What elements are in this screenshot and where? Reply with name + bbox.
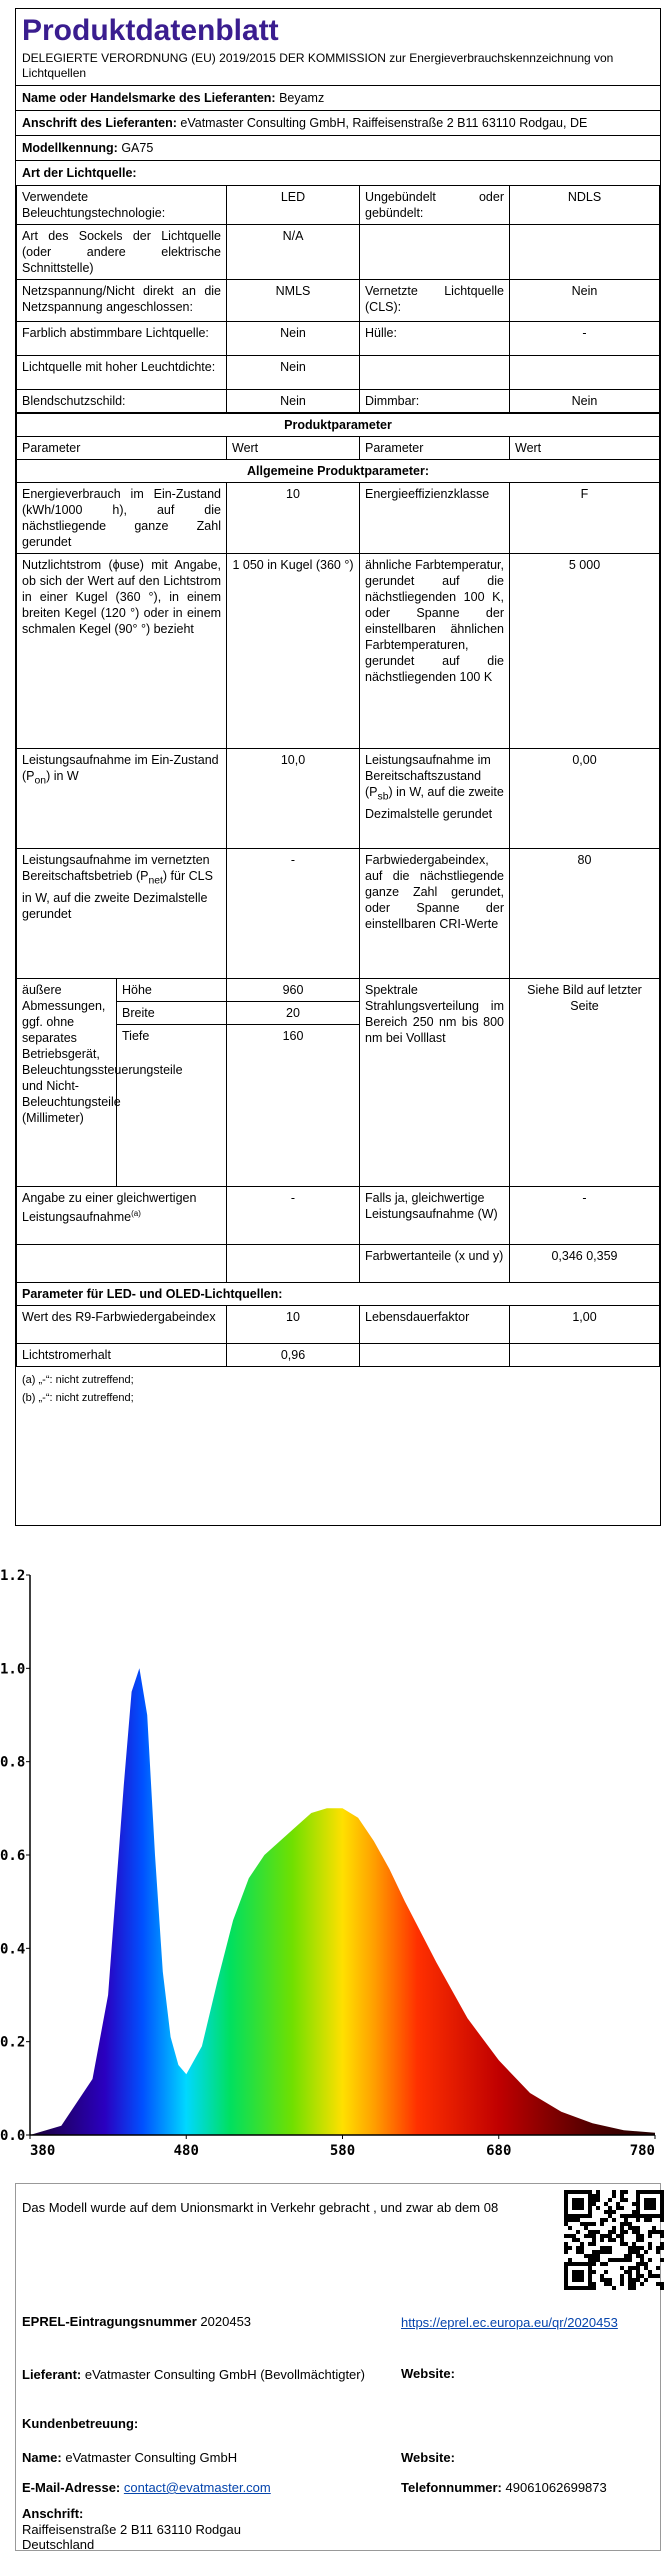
spectrum-chart [0, 1555, 671, 2165]
dim-depth-value: 160 [227, 1025, 360, 1187]
card-address-label: Anschrift: [22, 2506, 84, 2521]
type-cell: LED [227, 186, 360, 225]
maint-empty-2 [510, 1344, 660, 1367]
email-row [22, 2480, 271, 2495]
type-cell: - [510, 322, 660, 356]
type-cell: Netzspannung/Nicht direkt an die Netzspannung angeschlossen: [17, 280, 227, 322]
y-tick-label: 1.0 [0, 1661, 26, 1678]
supplier-address-label: Anschrift des Lieferanten: [22, 116, 177, 130]
supplier-address-value: eVatmaster Consulting GmbH, Raiffeisenstraße 2 B11 63110 Rodgau, DE [180, 116, 588, 130]
type-cell [510, 225, 660, 280]
supplier-name-row [16, 85, 660, 110]
life-value: 1,00 [510, 1306, 660, 1344]
maint-label: Lichtstromerhalt [17, 1344, 227, 1367]
energy-value: 10 [227, 483, 360, 554]
chroma-empty-2 [227, 1245, 360, 1283]
col-param: Parameter [17, 437, 227, 460]
spectrum-svg [0, 1555, 671, 2165]
equiv-value: - [227, 1187, 360, 1245]
flux-label: Nutzlichtstrom (ϕuse) mit Angabe, ob sich der Wert auf den Lichtstrom in einer Kugel (360 °), in einem breiten Kegel (120 °) oder in einem schmalen Kegel (90° °) bezieht [17, 554, 227, 749]
general-heading: Allgemeine Produktparameter: [17, 460, 660, 483]
y-tick-label: 0.4 [0, 1941, 26, 1958]
col-value: Wert [227, 437, 360, 460]
type-cell: Nein [227, 390, 360, 413]
pnet-label: Leistungsaufnahme im vernetzten Bereitschaftsbetrieb $(P_{net})$ für CLS in W, auf die zweite Dezimalstelle gerundet [17, 849, 227, 979]
x-tick-label: 680 [486, 2143, 512, 2159]
cri-value: 80 [510, 849, 660, 979]
product-data-sheet [15, 8, 661, 1526]
dim-width-value: 20 [227, 1002, 360, 1025]
dims-label: äußere Abmessungen, ggf. ohne separates Betriebsgerät, Beleuchtungssteuerungsteile und Nicht-Beleuchtungsteile (Millimeter) [17, 979, 117, 1187]
spectrum-label: Spektrale Strahlungsverteilung im Bereich 250 nm bis 800 nm bei Volllast [360, 979, 510, 1187]
model-value: GA75 [121, 141, 154, 155]
type-cell: NDLS [510, 186, 660, 225]
x-tick-label: 380 [30, 2143, 56, 2159]
chroma-value: 0,346 0,359 [510, 1245, 660, 1283]
eprel-label: EPREL-Eintragungsnummer [22, 2314, 197, 2329]
equiv-label: Angabe zu einer gleichwertigen Leistungsaufnahme$^{(a)}$ [17, 1187, 227, 1245]
model-row [16, 135, 660, 160]
pnet-value: - [227, 849, 360, 979]
x-tick-label: 780 [629, 2143, 655, 2159]
type-row [17, 225, 660, 280]
type-cell: Blendschutzschild: [17, 390, 227, 413]
type-cell: Nein [227, 322, 360, 356]
spectrum-value: Siehe Bild auf letzter Seite [510, 979, 660, 1187]
supplier-name-value: Beyamz [279, 91, 325, 105]
equiv-w-label: Falls ja, gleichwertige Leistungsaufnahme (W) [360, 1187, 510, 1245]
type-row [17, 186, 660, 225]
type-cell: Hülle: [360, 322, 510, 356]
type-heading: Art der Lichtquelle: [16, 160, 660, 185]
x-tick-label: 480 [173, 2143, 199, 2159]
cct-label: ähnliche Farbtemperatur, gerundet auf die nächstliegenden 100 K, oder Spanne der einstellbaren ähnlichen Farbtemperaturen, gerundet auf die nächstliegenden 100 K [360, 554, 510, 749]
spectrum-area [30, 1668, 655, 2135]
supplier-address-row [16, 110, 660, 135]
type-table [16, 185, 660, 413]
type-cell: Vernetzte Lichtquelle (CLS): [360, 280, 510, 322]
type-row [17, 356, 660, 390]
col-value-2: Wert [510, 437, 660, 460]
model-label: Modellkennung: [22, 141, 118, 155]
market-text: Das Modell wurde auf dem Unionsmarkt in Verkehr gebracht , und zwar ab dem 08 [22, 2200, 499, 2215]
type-row [17, 280, 660, 322]
chroma-label: Farbwertanteile (x und y) [360, 1245, 510, 1283]
col-param-2: Parameter [360, 437, 510, 460]
footnote-b: (b) „-“: nicht zutreffend; [22, 1392, 134, 1404]
x-tick-label: 580 [329, 2143, 356, 2159]
qr-code-icon [564, 2190, 664, 2290]
card-supplier-label: Lieferant: [22, 2367, 82, 2382]
type-row [17, 322, 660, 356]
eclass-label: Energieeffizienzklasse [360, 483, 510, 554]
type-cell [360, 356, 510, 390]
maint-value: 0,96 [227, 1344, 360, 1367]
footnote-a: (a) „-“: nicht zutreffend; [22, 1374, 134, 1386]
y-tick-label: 0.2 [0, 2034, 26, 2051]
type-cell: Lichtquelle mit hoher Leuchtdichte: [17, 356, 227, 390]
type-cell: Farblich abstimmbare Lichtquelle: [17, 322, 227, 356]
page-title: Produktdatenblatt [22, 14, 279, 47]
dim-height-value: 960 [227, 979, 360, 1002]
params-heading: Produktparameter [17, 414, 660, 437]
support-label: Kundenbetreuung: [22, 2416, 139, 2431]
psb-value: 0,00 [510, 749, 660, 849]
psb-label: Leistungsaufnahme im Bereitschaftszustand $(P_{sb})$ in W, auf die zweite Dezimalstelle gerundet [360, 749, 510, 849]
eprel-value: 2020453 [200, 2314, 252, 2329]
life-label: Lebensdauerfaktor [360, 1306, 510, 1344]
y-tick-label: 0.6 [0, 1848, 26, 1864]
dim-depth-label: Tiefe [117, 1025, 227, 1187]
card-name-value: eVatmaster Consulting GmbH [65, 2450, 238, 2465]
website2-label: Website: [401, 2450, 455, 2465]
r9-value: 10 [227, 1306, 360, 1344]
type-cell: Art des Sockels der Lichtquelle (oder andere elektrische Schnittstelle) [17, 225, 227, 280]
y-tick-label: 0.8 [0, 1754, 26, 1771]
pon-value: 10,0 [227, 749, 360, 849]
qr-code[interactable] [564, 2190, 664, 2290]
type-cell: Nein [227, 356, 360, 390]
maint-empty [360, 1344, 510, 1367]
pon-label: Leistungsaufnahme im Ein-Zustand $(P_{on})$ in W [17, 749, 227, 849]
dim-width-label: Breite [117, 1002, 227, 1025]
chroma-empty [17, 1245, 227, 1283]
y-tick-label: 0.0 [0, 2128, 26, 2144]
website-label: Website: [401, 2366, 455, 2381]
type-cell: Dimmbar: [360, 390, 510, 413]
type-cell: N/A [227, 225, 360, 280]
flux-value: 1 050 in Kugel (360 °) [227, 554, 360, 749]
type-cell [360, 225, 510, 280]
card-name-label: Name: [22, 2450, 62, 2465]
supplier-name-label: Name oder Handelsmarke des Lieferanten: [22, 91, 276, 105]
cct-value: 5 000 [510, 554, 660, 749]
type-cell: NMLS [227, 280, 360, 322]
eprel-row [22, 2314, 251, 2329]
eprel-link[interactable]: https://eprel.ec.europa.eu/qr/2020453 [401, 2315, 618, 2330]
eclass-value: F [510, 483, 660, 554]
energy-label: Energieverbrauch im Ein-Zustand (kWh/1000 h), auf die nächstliegende ganze Zahl gerundet [17, 483, 227, 554]
phone-row [401, 2480, 607, 2495]
type-cell: Ungebündelt oder gebündelt: [360, 186, 510, 225]
led-heading: Parameter für LED- und OLED-Lichtquellen: [17, 1283, 660, 1306]
phone-value: 49061062699873 [505, 2480, 607, 2495]
name-row [22, 2450, 237, 2465]
card-address-value: Raiffeisenstraße 2 B11 63110 Rodgau Deutschland [22, 2522, 241, 2552]
regulation-text: DELEGIERTE VERORDNUNG (EU) 2019/2015 DER KOMMISSION zur Energieverbrauchskennzeichnung von Lichtquellen [22, 51, 614, 80]
r9-label: Wert des R9-Farbwiedergabeindex [17, 1306, 227, 1344]
card-supplier-value: eVatmaster Consulting GmbH (Bevollmächtigter) [84, 2367, 365, 2382]
type-cell: Verwendete Beleuchtungstechnologie: [17, 186, 227, 225]
eprel-card [15, 2183, 661, 2551]
type-cell [510, 356, 660, 390]
type-cell: Nein [510, 280, 660, 322]
email-label: E-Mail-Adresse: [22, 2480, 121, 2495]
params-table [16, 413, 660, 1367]
type-row [17, 390, 660, 413]
cri-label: Farbwiedergabeindex, auf die nächstliegende ganze Zahl gerundet, oder Spanne der einstellbaren CRI-Werte [360, 849, 510, 979]
equiv-w-value: - [510, 1187, 660, 1245]
email-link[interactable]: contact@evatmaster.com [123, 2480, 271, 2495]
dim-height-label: Höhe [117, 979, 227, 1002]
phone-label: Telefonnummer: [401, 2480, 502, 2495]
type-cell: Nein [510, 390, 660, 413]
supplier-row [22, 2366, 382, 2383]
y-tick-label: 1.2 [0, 1568, 26, 1584]
